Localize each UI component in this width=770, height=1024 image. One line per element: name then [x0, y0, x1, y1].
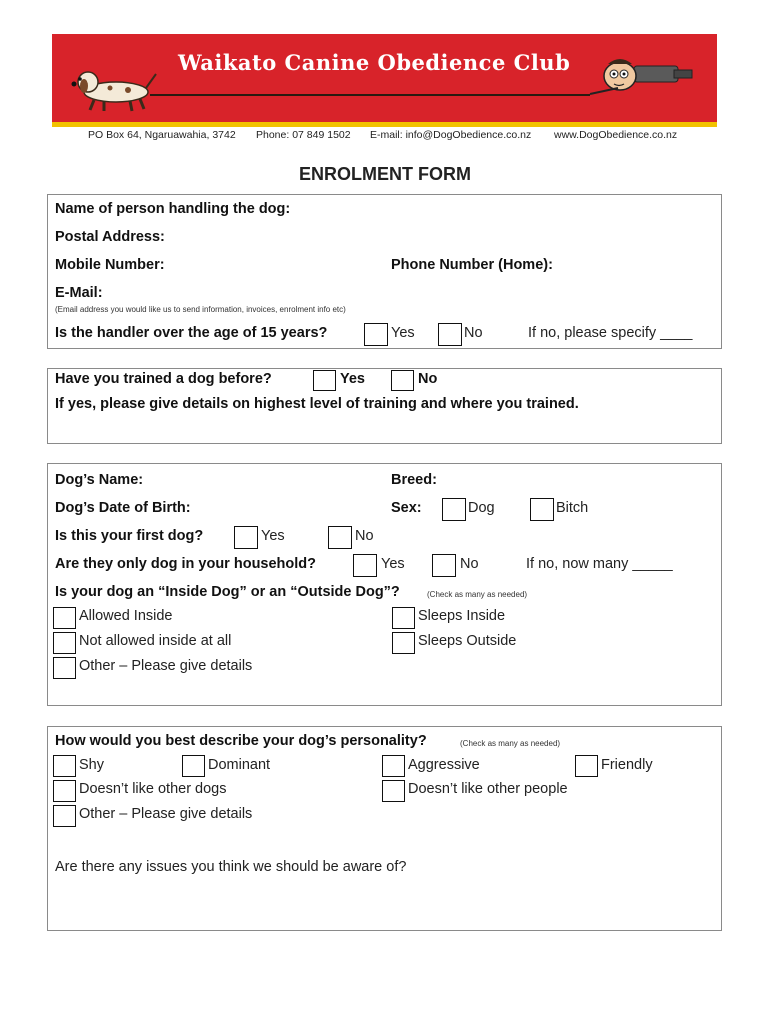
- age-no-checkbox[interactable]: [438, 323, 462, 346]
- mobile-number-label: Mobile Number:: [55, 257, 165, 273]
- dog-other-label: Other – Please give details: [79, 658, 253, 674]
- handler-cartoon-icon: [588, 50, 698, 106]
- sex-bitch-label: Bitch: [556, 500, 589, 516]
- aggressive-label: Aggressive: [408, 757, 480, 773]
- training-no-checkbox[interactable]: [391, 370, 414, 391]
- allowed-inside-label: Allowed Inside: [79, 608, 173, 624]
- training-details-label: If yes, please give details on highest level of training and where you trained.: [55, 396, 579, 412]
- inside-outside-question: Is your dog an “Inside Dog” or an “Outside Dog”?: [55, 584, 400, 600]
- email-label: E-Mail:: [55, 285, 103, 301]
- dob-label: Dog’s Date of Birth:: [55, 500, 191, 516]
- sleeps-outside-checkbox[interactable]: [392, 632, 415, 654]
- breed-label: Breed:: [391, 472, 437, 488]
- handler-name-label: Name of person handling the dog:: [55, 201, 291, 217]
- phone-contact: Phone: 07 849 1502: [256, 129, 351, 141]
- age-question: Is the handler over the age of 15 years?: [55, 325, 328, 341]
- only-dog-question: Are they only dog in your household?: [55, 556, 317, 572]
- age-yes-checkbox[interactable]: [364, 323, 388, 346]
- sex-label: Sex:: [391, 500, 422, 516]
- allowed-inside-checkbox[interactable]: [53, 607, 76, 629]
- only-dog-no-checkbox[interactable]: [432, 554, 456, 577]
- training-no-label: No: [418, 371, 438, 387]
- website-link[interactable]: www.DogObedience.co.nz: [554, 129, 678, 141]
- how-many-label: If no, now many _____: [526, 556, 673, 572]
- sleeps-inside-label: Sleeps Inside: [418, 608, 506, 624]
- only-dog-yes-label: Yes: [381, 556, 405, 572]
- training-yes-label: Yes: [340, 371, 365, 387]
- only-dog-no-label: No: [460, 556, 479, 572]
- not-other-dogs-label: Doesn’t like other dogs: [79, 781, 227, 797]
- sex-bitch-checkbox[interactable]: [530, 498, 554, 521]
- dominant-label: Dominant: [208, 757, 271, 773]
- training-yes-checkbox[interactable]: [313, 370, 336, 391]
- not-allowed-inside-label: Not allowed inside at all: [79, 633, 232, 649]
- email-contact[interactable]: E-mail: info@DogObedience.co.nz: [370, 129, 532, 141]
- friendly-label: Friendly: [601, 757, 653, 773]
- first-dog-yes-label: Yes: [261, 528, 285, 544]
- first-dog-no-checkbox[interactable]: [328, 526, 352, 549]
- not-other-people-label: Doesn’t like other people: [408, 781, 568, 797]
- leash-decoration: [150, 94, 590, 96]
- personality-other-label: Other – Please give details: [79, 806, 253, 822]
- aggressive-checkbox[interactable]: [382, 755, 405, 777]
- po-box: PO Box 64, Ngaruawahia, 3742: [88, 129, 236, 141]
- sex-dog-label: Dog: [468, 500, 495, 516]
- dog-other-checkbox[interactable]: [53, 657, 76, 679]
- dominant-checkbox[interactable]: [182, 755, 205, 777]
- personality-question: How would you best describe your dog’s personality?: [55, 733, 427, 749]
- inside-outside-note: (Check as many as needed): [427, 590, 528, 599]
- email-note: (Email address you would like us to send information, invoices, enrolment info etc): [55, 305, 346, 314]
- first-dog-no-label: No: [355, 528, 374, 544]
- issues-question: Are there any issues you think we should be aware of?: [55, 859, 407, 875]
- postal-address-label: Postal Address:: [55, 229, 165, 245]
- dog-name-label: Dog’s Name:: [55, 472, 144, 488]
- sex-dog-checkbox[interactable]: [442, 498, 466, 521]
- not-other-dogs-checkbox[interactable]: [53, 780, 76, 802]
- age-specify-label: If no, please specify ____: [528, 325, 693, 341]
- home-phone-label: Phone Number (Home):: [391, 257, 553, 273]
- not-allowed-inside-checkbox[interactable]: [53, 632, 76, 654]
- form-title: ENROLMENT FORM: [299, 164, 471, 184]
- age-no-label: No: [464, 325, 483, 341]
- friendly-checkbox[interactable]: [575, 755, 598, 777]
- training-question: Have you trained a dog before?: [55, 371, 272, 387]
- first-dog-yes-checkbox[interactable]: [234, 526, 258, 549]
- club-name: Waikato Canine Obedience Club: [178, 50, 571, 75]
- first-dog-question: Is this your first dog?: [55, 528, 204, 544]
- personality-note: (Check as many as needed): [460, 739, 561, 748]
- not-other-people-checkbox[interactable]: [382, 780, 405, 802]
- only-dog-yes-checkbox[interactable]: [353, 554, 377, 577]
- age-yes-label: Yes: [391, 325, 415, 341]
- sleeps-outside-label: Sleeps Outside: [418, 633, 517, 649]
- personality-other-checkbox[interactable]: [53, 805, 76, 827]
- shy-checkbox[interactable]: [53, 755, 76, 777]
- sleeps-inside-checkbox[interactable]: [392, 607, 415, 629]
- dog-cartoon-icon: [70, 66, 160, 114]
- shy-label: Shy: [79, 757, 104, 773]
